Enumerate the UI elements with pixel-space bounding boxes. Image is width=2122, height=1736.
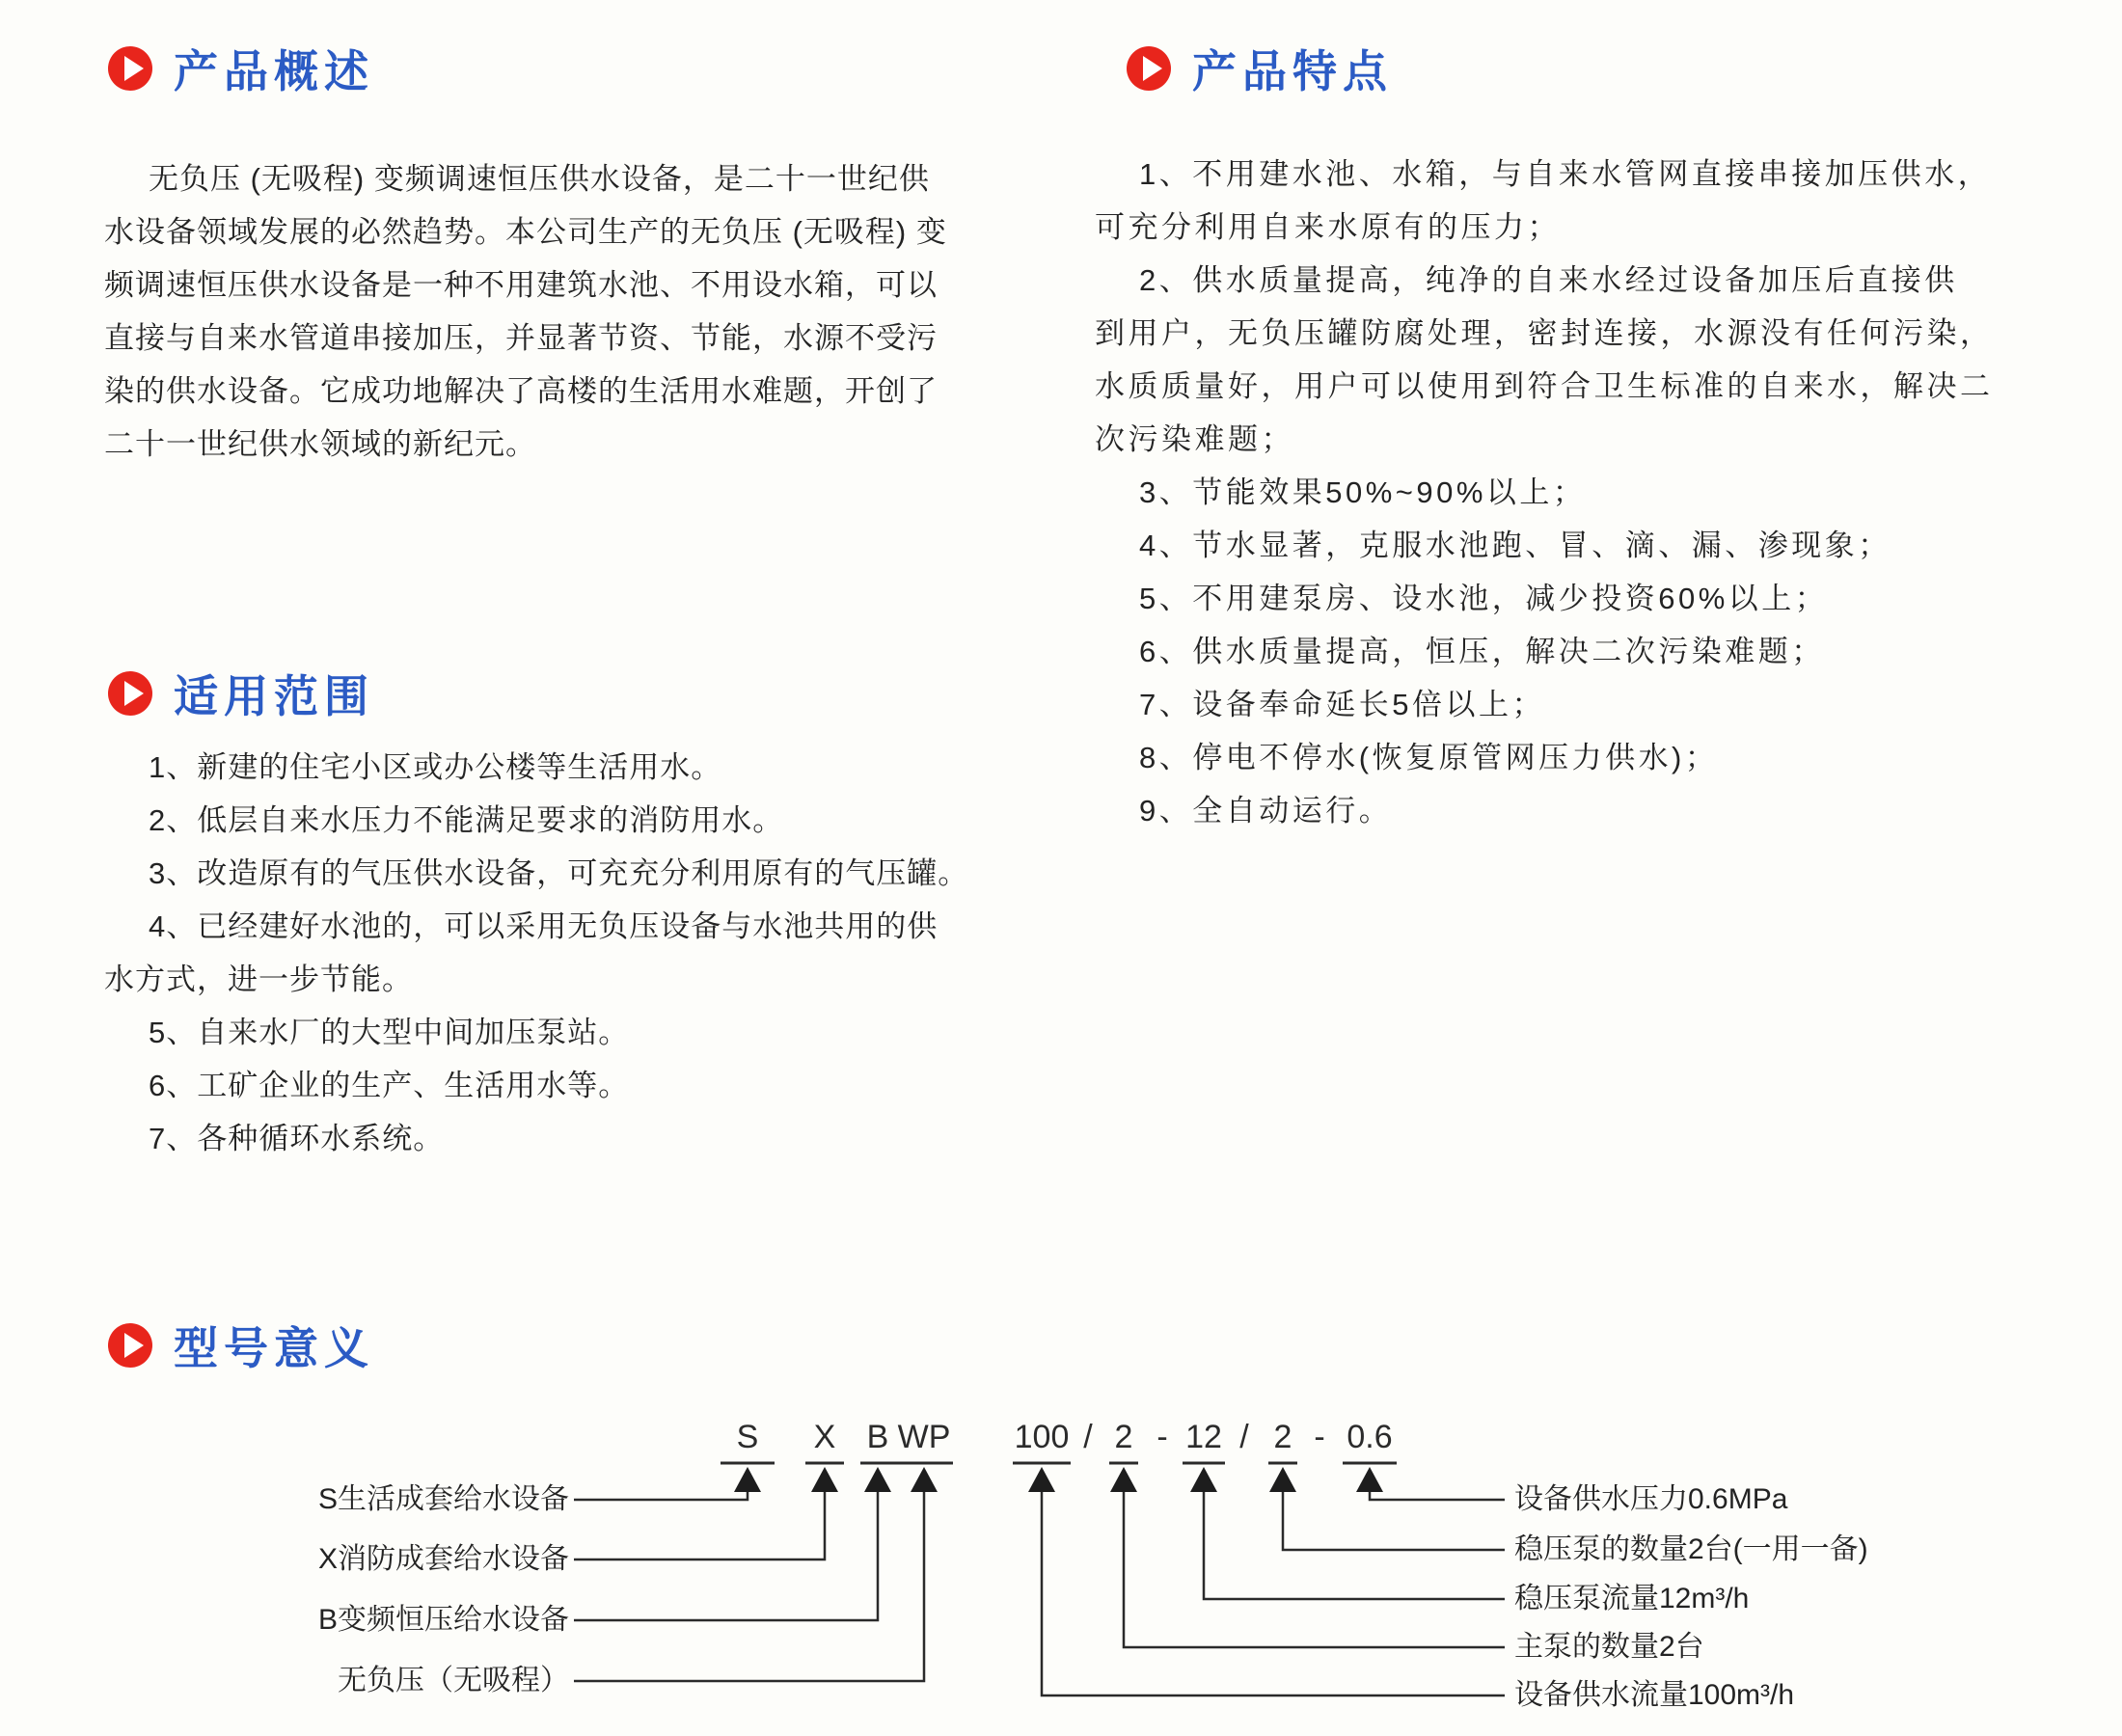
model-code-token: - (1156, 1419, 1168, 1455)
list-item: 7、各种循环水系统。 (149, 1122, 445, 1155)
list-item: 5、不用建泵房、设水池，减少投资60%以上； (1139, 582, 1829, 615)
text-line: 水设备领域发展的必然趋势。本公司生产的无负压 (无吸程) 变 (104, 215, 947, 249)
text-line: 二十一世纪供水领域的新纪元。 (104, 427, 536, 461)
list-item: 1、新建的住宅小区或办公楼等生活用水。 (149, 750, 722, 784)
list-item: 4、节水显著，克服水池跑、冒、滴、漏、渗现象； (1139, 529, 1891, 562)
model-right-label: 稳压泵流量12m³/h (1514, 1583, 1750, 1614)
model-left-label: B变频恒压给水设备 (317, 1604, 569, 1636)
list-item: 8、停电不停水(恢复原管网压力供水)； (1139, 741, 1719, 774)
section-header-model (108, 1314, 374, 1377)
list-item: 可充分利用自来水原有的压力； (1095, 210, 1561, 244)
model-right-label: 设备供水压力0.6MPa (1514, 1483, 1788, 1515)
model-code-token: WP (897, 1419, 951, 1455)
list-item: 2、供水质量提高，纯净的自来水经过设备加压后直接供 (1139, 263, 1958, 297)
list-item: 6、工矿企业的生产、生活用水等。 (149, 1069, 630, 1102)
play-icon (108, 1323, 152, 1368)
model-code-token: 0.6 (1347, 1419, 1393, 1455)
model-code-token: 12 (1185, 1419, 1222, 1455)
list-item: 水方式，进一步节能。 (104, 963, 413, 996)
scope-list (104, 741, 992, 1165)
list-item: 3、节能效果50%~90%以上； (1139, 475, 1587, 509)
model-code-token: X (813, 1419, 836, 1455)
list-item: 7、设备奉命延长5倍以上； (1139, 688, 1545, 721)
section-header-scope (108, 662, 374, 725)
model-left-label: 无负压（无吸程） (338, 1665, 569, 1696)
list-item: 水质质量好，用户可以使用到符合卫生标准的自来水，解决二 (1095, 369, 1994, 403)
model-right-label: 稳压泵的数量2台(一用一备) (1514, 1533, 1868, 1565)
model-code-token: - (1314, 1419, 1325, 1455)
model-code-token: 100 (1014, 1419, 1070, 1455)
list-item: 2、低层自来水压力不能满足要求的消防用水。 (149, 803, 784, 837)
model-code-token: 2 (1114, 1419, 1133, 1455)
model-code-token: B (866, 1419, 889, 1455)
play-icon (108, 46, 152, 91)
text-line: 直接与自来水管道串接加压，并显著节资、节能，水源不受污 (104, 321, 938, 355)
features-list (1095, 148, 2079, 837)
model-code-diagram (68, 1403, 2064, 1731)
list-item: 4、已经建好水池的，可以采用无负压设备与水池共用的供 (149, 909, 939, 943)
connector-lines (574, 1492, 1505, 1695)
section-header-features (1127, 37, 1393, 100)
text-line: 染的供水设备。它成功地解决了高楼的生活用水难题，开创了 (104, 374, 938, 408)
list-item: 9、全自动运行。 (1139, 794, 1393, 827)
list-item: 到用户，无负压罐防腐处理，密封连接，水源没有任何污染， (1095, 316, 1994, 350)
section-title-model: 型号意义 (174, 1323, 374, 1373)
text-line: 频调速恒压供水设备是一种不用建筑水池、不用设水箱，可以 (104, 268, 938, 302)
model-left-label: S生活成套给水设备 (317, 1483, 569, 1515)
section-header-overview (108, 37, 374, 100)
model-right-label: 主泵的数量2台 (1514, 1631, 1704, 1663)
model-left-label: X消防成套给水设备 (317, 1543, 569, 1575)
list-item: 5、自来水厂的大型中间加压泵站。 (149, 1016, 630, 1049)
model-code-token: / (1083, 1419, 1093, 1455)
list-item: 3、改造原有的气压供水设备，可充充分利用原有的气压罐。 (149, 856, 969, 890)
up-arrow-markers (734, 1467, 1383, 1492)
section-title-features: 产品特点 (1192, 46, 1393, 96)
model-right-label: 设备供水流量100m³/h (1514, 1679, 1795, 1711)
play-icon (108, 671, 152, 716)
text-line: 无负压 (无吸程) 变频调速恒压供水设备，是二十一世纪供 (149, 162, 930, 196)
list-item: 6、供水质量提高，恒压，解决二次污染难题； (1139, 635, 1825, 668)
model-code-token: / (1239, 1419, 1249, 1455)
list-item: 1、不用建水池、水箱，与自来水管网直接串接加压供水， (1139, 157, 1992, 191)
section-title-scope: 适用范围 (174, 671, 374, 721)
list-item: 次污染难题； (1095, 422, 1294, 456)
model-code-token: 2 (1273, 1419, 1292, 1455)
section-title-overview: 产品概述 (174, 46, 374, 96)
model-code-token: S (736, 1419, 759, 1455)
overview-paragraph (104, 152, 947, 471)
play-icon (1127, 46, 1171, 91)
